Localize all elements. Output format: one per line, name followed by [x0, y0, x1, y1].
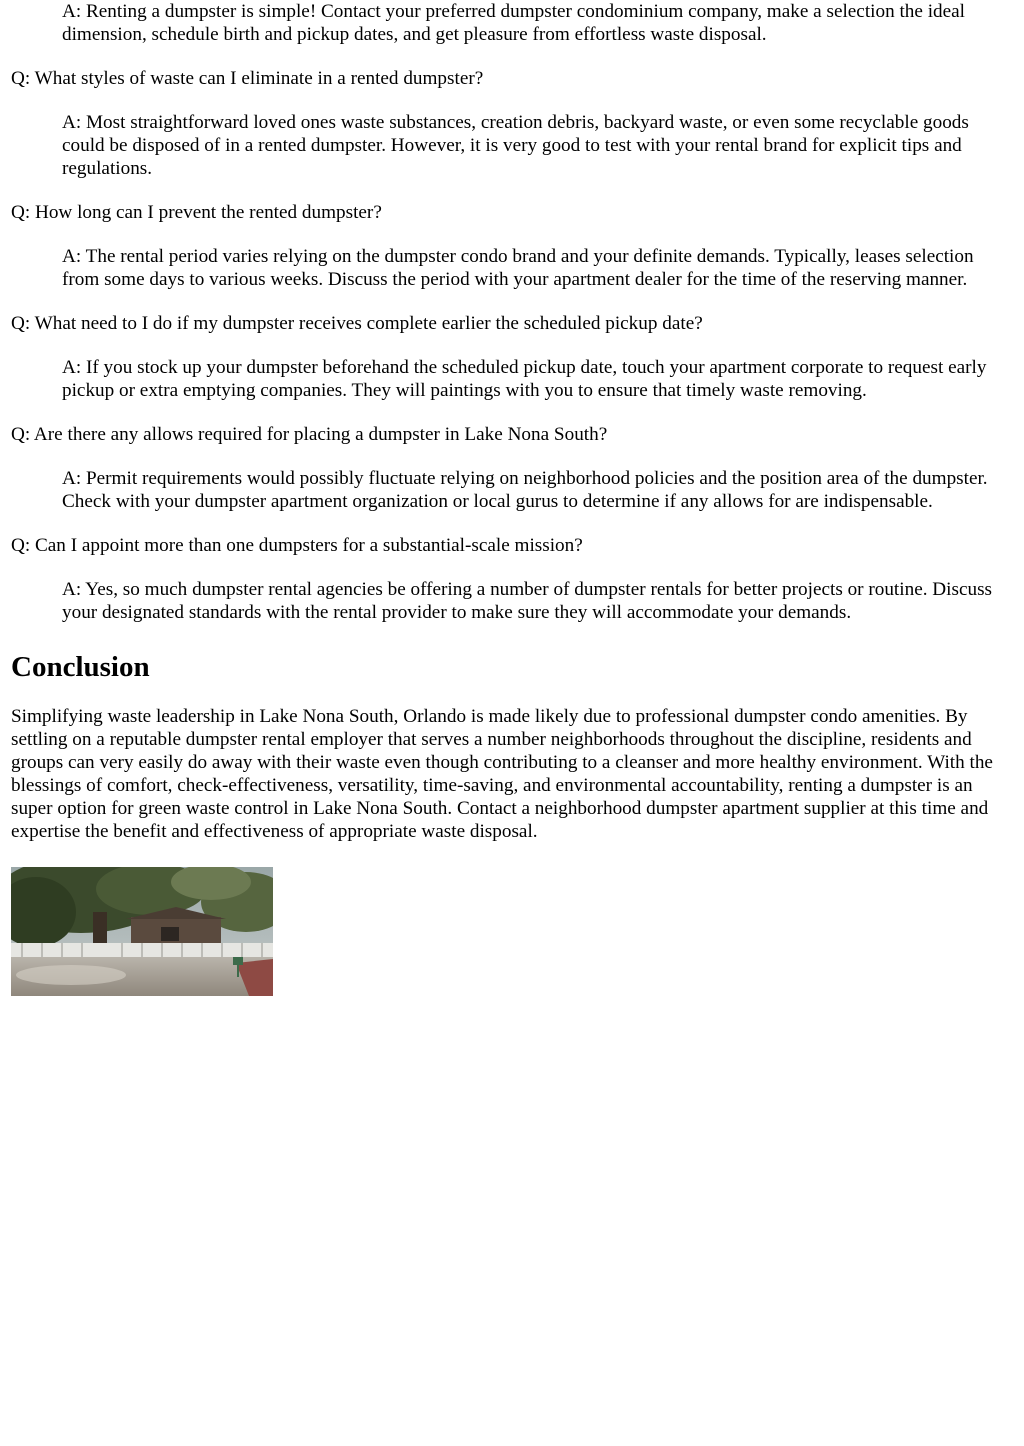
faq-answer-2: A: Most straightforward loved ones waste substances, creation debris, backyard waste, or even some recyclable goods could be disposed of in a rented dumpster. However, it is very good to test with your rental brand for explicit tips and regulations. — [62, 112, 969, 179]
faq-question-5: Q: Are there any allows required for placing a dumpster in Lake Nona South? — [11, 424, 608, 445]
article-content — [11, 0, 1013, 996]
conclusion-paragraph: Simplifying waste leadership in Lake Nona South, Orlando is made likely due to professional dumpster condo amenities. By settling on a reputable dumpster rental employer that serves a number neighborhoods throughout the discipline, residents and groups can very easily do away with their waste even though contributing to a cleanser and more healthy environment. With the blessings of comfort, check-effectiveness, versatility, time-saving, and environmental accountability, renting a dumpster is an super option for green waste control in Lake Nona South. Contact a neighborhood dumpster apartment supplier at this time and expertise the benefit and effectiveness of appropriate waste disposal. — [11, 706, 993, 842]
house-photo-icon — [11, 867, 273, 996]
faq-answer-1: A: Renting a dumpster is simple! Contact your preferred dumpster condominium company, make a selection the ideal dimension, schedule birth and pickup dates, and get pleasure from effortless waste disposal. — [62, 1, 965, 45]
faq-answer-5: A: Permit requirements would possibly fluctuate relying on neighborhood policies and the position area of the dumpster. Check with your dumpster apartment organization or local gurus to determine if any allows for are indispensable. — [62, 468, 988, 512]
faq-answer-4: A: If you stock up your dumpster beforehand the scheduled pickup date, touch your apartment corporate to request early pickup or extra emptying companies. They will paintings with you to ensure that timely waste removing. — [62, 357, 987, 401]
faq-question-3: Q: How long can I prevent the rented dumpster? — [11, 202, 382, 223]
faq-question-4: Q: What need to I do if my dumpster receives complete earlier the scheduled pickup date? — [11, 313, 703, 334]
conclusion-heading: Conclusion — [11, 651, 150, 683]
faq-question-2: Q: What styles of waste can I eliminate in a rented dumpster? — [11, 68, 484, 89]
faq-answer-6: A: Yes, so much dumpster rental agencies be offering a number of dumpster rentals for better projects or routine. Discuss your designated standards with the rental provider to make sure they will accommodate your demands. — [62, 579, 993, 623]
faq-question-6: Q: Can I appoint more than one dumpsters for a substantial-scale mission? — [11, 535, 583, 556]
faq-answer-3: A: The rental period varies relying on the dumpster condo brand and your definite demands. Typically, leases selection from some days to various weeks. Discuss the period with your apartment dealer for the time of the reserving manner. — [62, 246, 974, 290]
